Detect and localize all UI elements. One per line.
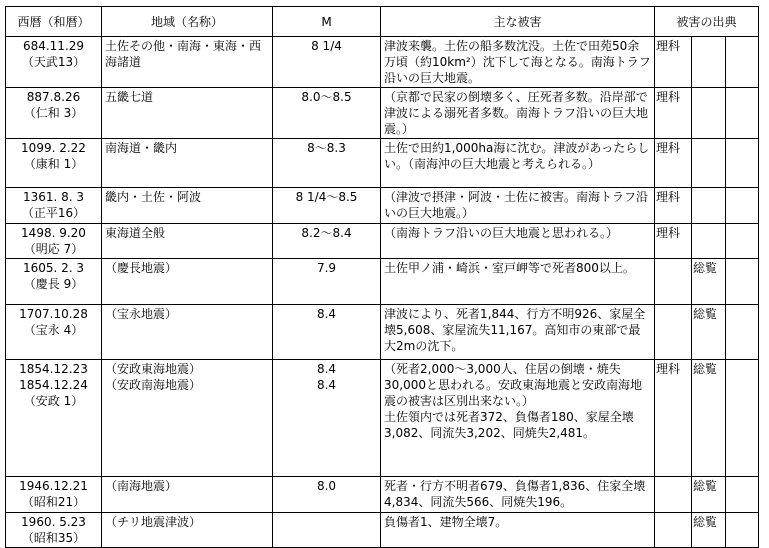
region-cell: （安政東海地震） （安政南海地震） (102, 360, 273, 477)
year-cell: 1960. 5.23 （昭和35） (6, 513, 102, 548)
header-row (6, 7, 759, 37)
region-cell: （チリ地震津波） (102, 513, 273, 548)
source-rika-cell: 理科 (655, 360, 692, 477)
damage-cell: 死者・行方不明者679、負傷者1,836、住家全壊4,834、同流失566、同焼失196。 (381, 477, 655, 513)
source-soran-cell (692, 188, 726, 224)
region-cell: 東海道全般 (102, 224, 273, 259)
region-cell: （南海地震） (102, 477, 273, 513)
table-row (6, 224, 759, 259)
year-cell: 1099. 2.22 （康和 1） (6, 139, 102, 188)
magnitude-cell: 8.0 (273, 477, 381, 513)
table-row (6, 139, 759, 188)
source-extra-cell (726, 88, 759, 139)
header-year: 西暦（和暦） (6, 7, 102, 37)
source-extra-cell (726, 259, 759, 305)
source-extra-cell (726, 477, 759, 513)
damage-cell: （京都で民家の倒壊多く、圧死者多数。沿岸部で津波による溺死者多数。南海トラフ沿いの巨大地震。） (381, 88, 655, 139)
source-rika-cell: 理科 (655, 224, 692, 259)
damage-cell: （死者2,000～3,000人、住居の倒壊・焼失30,000と思われる。安政東海地震と安政南海地震の被害は区別出来ない。） 土佐領内では死者372、負傷者180、家屋全壊3,082、同流失3,202、同焼失2,481。 (381, 360, 655, 477)
magnitude-cell: 8.0～8.5 (273, 88, 381, 139)
earthquake-damage-table (5, 6, 759, 548)
year-cell: 1361. 8. 3 （正平16） (6, 188, 102, 224)
source-extra-cell (726, 139, 759, 188)
magnitude-cell (273, 513, 381, 548)
source-extra-cell (726, 224, 759, 259)
table-row (6, 259, 759, 305)
header-region: 地域（名称） (102, 7, 273, 37)
magnitude-cell: 7.9 (273, 259, 381, 305)
region-cell: （慶長地震） (102, 259, 273, 305)
magnitude-cell: 8 1/4～8.5 (273, 188, 381, 224)
table-row (6, 477, 759, 513)
source-rika-cell (655, 305, 692, 360)
damage-cell: （南海トラフ沿いの巨大地震と思われる。） (381, 224, 655, 259)
source-rika-cell (655, 259, 692, 305)
year-cell: 1498. 9.20 （明応 7） (6, 224, 102, 259)
source-soran-cell (692, 139, 726, 188)
table-row (6, 37, 759, 88)
region-cell: 南海道・畿内 (102, 139, 273, 188)
header-damage: 主な被害 (381, 7, 655, 37)
header-source: 被害の出典 (655, 7, 759, 37)
region-cell: 畿内・土佐・阿波 (102, 188, 273, 224)
source-rika-cell: 理科 (655, 37, 692, 88)
source-soran-cell: 総覧 (692, 259, 726, 305)
year-cell: 887.8.26 （仁和 3） (6, 88, 102, 139)
table-row (6, 513, 759, 548)
source-soran-cell (692, 37, 726, 88)
source-soran-cell: 総覧 (692, 513, 726, 548)
table-row (6, 188, 759, 224)
source-extra-cell (726, 37, 759, 88)
damage-cell: 土佐甲ノ浦・崎浜・室戸岬等で死者800以上。 (381, 259, 655, 305)
table-row (6, 88, 759, 139)
source-soran-cell (692, 224, 726, 259)
magnitude-cell: 8.4 8.4 (273, 360, 381, 477)
source-extra-cell (726, 188, 759, 224)
year-cell: 684.11.29 （天武13） (6, 37, 102, 88)
source-rika-cell: 理科 (655, 88, 692, 139)
year-cell: 1605. 2. 3 （慶長 9） (6, 259, 102, 305)
magnitude-cell: 8.2～8.4 (273, 224, 381, 259)
source-soran-cell: 総覧 (692, 477, 726, 513)
damage-cell: 土佐で田約1,000ha海に沈む。津波があったらしい。（南海沖の巨大地震と考えられる。） (381, 139, 655, 188)
year-cell: 1946.12.21 （昭和21） (6, 477, 102, 513)
year-cell: 1854.12.23 1854.12.24 （安政 1） (6, 360, 102, 477)
source-rika-cell (655, 513, 692, 548)
damage-cell: （津波で摂津・阿波・土佐に被害。南海トラフ沿いの巨大地震。） (381, 188, 655, 224)
header-magnitude: M (273, 7, 381, 37)
region-cell: 五畿七道 (102, 88, 273, 139)
source-extra-cell (726, 513, 759, 548)
magnitude-cell: 8.4 (273, 305, 381, 360)
source-rika-cell: 理科 (655, 188, 692, 224)
source-extra-cell (726, 360, 759, 477)
region-cell: 土佐その他・南海・東海・西海諸道 (102, 37, 273, 88)
table-row (6, 305, 759, 360)
source-rika-cell: 理科 (655, 139, 692, 188)
table-row (6, 360, 759, 477)
region-cell: （宝永地震） (102, 305, 273, 360)
source-extra-cell (726, 305, 759, 360)
magnitude-cell: 8 1/4 (273, 37, 381, 88)
source-soran-cell (692, 88, 726, 139)
damage-cell: 津波来襲。土佐の船多数沈没。土佐で田苑50余万頃（約10km²）沈下して海となる。南海トラフ沿いの巨大地震。 (381, 37, 655, 88)
year-cell: 1707.10.28 （宝永 4） (6, 305, 102, 360)
magnitude-cell: 8～8.3 (273, 139, 381, 188)
source-soran-cell: 総覧 (692, 360, 726, 477)
source-rika-cell (655, 477, 692, 513)
source-soran-cell: 総覧 (692, 305, 726, 360)
damage-cell: 津波により、死者1,844、行方不明926、家屋全壊5,608、家屋流失11,167。高知市の東部で最大2mの沈下。 (381, 305, 655, 360)
damage-cell: 負傷者1、建物全壊7。 (381, 513, 655, 548)
